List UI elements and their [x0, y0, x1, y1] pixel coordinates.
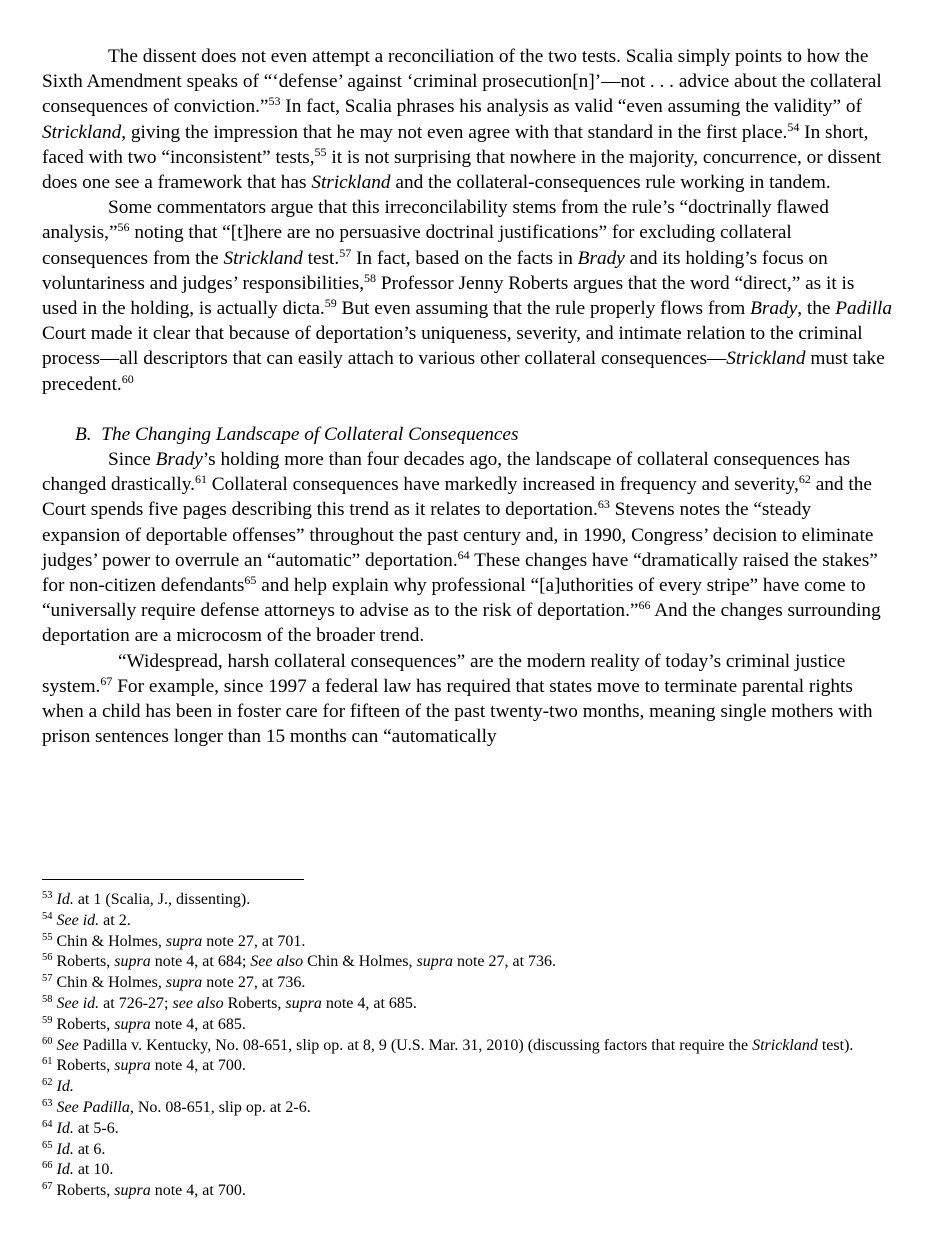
italic-text: See id. [56, 994, 100, 1012]
text-run: note 27, at 736. [202, 974, 306, 992]
text-run: Court made it clear that because of deportation’s uniqueness, severity, and intimate relation to the criminal process—all descriptors that can easily attach to various other collateral consequences— [42, 323, 863, 370]
text-run: In fact, Scalia phrases his analysis as valid “even assuming the validity” of [280, 96, 862, 118]
footnote-mark: 54 [787, 119, 800, 134]
footnote-mark: 67 [100, 673, 113, 688]
text-run: In short, faced with two “inconsistent” tests, [42, 121, 869, 168]
italic-text: supra [114, 1015, 151, 1033]
italic-text: See also [250, 953, 304, 971]
footnote-mark: 62 [798, 472, 811, 487]
text-run: Roberts, [52, 1182, 115, 1200]
italic-text: Id. [56, 1119, 74, 1137]
footnote-mark: 54 [42, 910, 53, 922]
italic-text: Id. [56, 1161, 74, 1179]
paragraph-gap [42, 397, 894, 422]
footnote-mark: 63 [597, 497, 610, 512]
section-heading [42, 422, 894, 447]
italic-text: supra [416, 953, 453, 971]
italic-text: Id. [56, 891, 74, 908]
italic-text: Strickland [311, 172, 391, 194]
text-run: note 4, at 685. [321, 994, 417, 1012]
text-run: But even assuming that the rule properly flows from [336, 298, 751, 320]
italic-text: Strickland [752, 1036, 818, 1054]
section-heading-title: The Changing Landscape of Collateral Consequences [101, 423, 519, 445]
italic-text: See Padilla [56, 1098, 130, 1116]
footnote-separator [42, 879, 304, 880]
italic-text: supra [114, 953, 151, 971]
text-run: For example, since 1997 a federal law has required that states move to terminate parental rights when a child has been in foster care for fifteen of the past twenty-two months, meaning single mothers with prison sentences longer than 15 months can “automatically [42, 675, 873, 748]
text-run: note 4, at 685. [150, 1015, 246, 1033]
text-run: at 2. [99, 911, 131, 929]
text-run: must take precedent. [42, 348, 885, 395]
text-run: it is not surprising that nowhere in the majority, concurrence, or dissent does one see a framework that has [42, 146, 882, 194]
footnote-mark: 61 [42, 1056, 53, 1068]
text-run: test. [302, 247, 340, 269]
footnote [42, 1036, 894, 1057]
text-run: Roberts, [52, 1057, 115, 1075]
footnote-mark: 53 [268, 94, 281, 109]
text-run: Stevens notes the “steady expansion of deportable offenses” throughout the past century and, in 1990, Congress’ decision to eliminate judges’ power to overrule an “automatic” deportation. [42, 499, 874, 571]
text-run: Professor Jenny Roberts argues that the word “direct,” as it is used in the holding, is actually dicta. [42, 272, 855, 320]
footnote-mark: 66 [42, 1160, 53, 1172]
text-run: Roberts, [52, 1015, 115, 1033]
italic-text: See [56, 1036, 79, 1054]
text-run: noting that “[t]here are no persuasive doctrinal justifications” for excluding collateral consequences from the [42, 222, 792, 269]
text-run: The dissent does not even attempt a reconciliation of the two tests. Scalia simply points to how the Sixth Amendment speaks of “‘defense’ against ‘criminal prosecution[n]’—not . . . advice about the collateral consequences of conviction.” [42, 46, 882, 118]
text-run: note 4, at 700. [150, 1057, 246, 1075]
text-run: ’s holding more than four decades ago, the landscape of collateral consequences has changed drastically. [42, 449, 851, 496]
text-run: at 1 (Scalia, J., dissenting). [73, 891, 251, 908]
text-run: And the changes surrounding deportation are a microcosm of the broader trend. [42, 600, 881, 647]
footnote-mark: 60 [42, 1035, 53, 1047]
footnote [42, 890, 894, 911]
italic-text: Id. [56, 1078, 74, 1096]
footnote-mark: 55 [314, 144, 327, 159]
section-heading-label: B. [75, 423, 92, 445]
text-run: note 4, at 700. [150, 1182, 246, 1200]
text-run: note 4, at 684; [150, 953, 251, 971]
footnote [42, 1181, 894, 1202]
italic-text: Brady [577, 247, 625, 269]
text-run: and the collateral-consequences rule working in tandem. [390, 172, 831, 194]
footnote-mark: 64 [42, 1118, 53, 1130]
text-run: test). [817, 1036, 854, 1054]
footnote-mark: 67 [42, 1181, 53, 1193]
footnote-mark: 60 [121, 371, 134, 386]
paragraph [42, 44, 894, 195]
text-run: note 27, at 701. [202, 932, 306, 950]
text-run: , giving the impression that he may not even agree with that standard in the first place. [121, 121, 788, 143]
text-run: These changes have “dramatically raised the stakes” for non-citizen defendants [42, 549, 878, 597]
text-run: at 5-6. [73, 1119, 119, 1137]
footnote-mark: 66 [638, 598, 651, 613]
footnote-mark: 64 [457, 547, 470, 562]
footnote-mark: 55 [42, 931, 53, 943]
footnote [42, 911, 894, 932]
footnote [42, 1160, 894, 1181]
paragraph [42, 447, 894, 649]
footnote-mark: 58 [42, 993, 53, 1005]
footnote-mark: 57 [339, 245, 352, 260]
text-run: Collateral consequences have markedly increased in frequency and severity, [206, 474, 799, 496]
text-run: at 726-27; [99, 994, 173, 1012]
footnote-mark: 65 [244, 573, 257, 588]
footnote [42, 1098, 894, 1119]
text-run: at 6. [73, 1140, 106, 1158]
italic-text: Strickland [223, 247, 303, 269]
main-text [42, 44, 894, 749]
italic-text: See id. [56, 911, 100, 929]
footnote [42, 994, 894, 1015]
paragraph [42, 649, 894, 750]
footnote-mark: 62 [42, 1077, 53, 1089]
italic-text: supra [285, 994, 322, 1012]
text-run: and help explain why professional “[a]uthorities of every stripe” have come to “universally require defense attorneys to advise as to the risk of deportation.” [42, 575, 866, 622]
italic-text: see also [172, 994, 224, 1012]
footnote [42, 1015, 894, 1036]
footnote-mark: 56 [42, 952, 53, 964]
footnote-mark: 58 [364, 270, 377, 285]
italic-text: Strickland [726, 348, 806, 370]
text-run: , No. 08-651, slip op. at 2-6. [129, 1098, 311, 1116]
text-run: and its holding’s focus on voluntariness and judges’ responsibilities, [42, 247, 828, 294]
text-run: Chin & Holmes, [52, 974, 166, 992]
italic-text: Strickland [42, 121, 122, 143]
footnote [42, 973, 894, 994]
footnote-mark: 56 [117, 220, 130, 235]
footnote-mark: 59 [324, 296, 337, 311]
italic-text: supra [165, 974, 203, 992]
text-run: Roberts, [223, 994, 286, 1012]
text-run: Chin & Holmes, [52, 932, 166, 950]
italic-text: supra [114, 1182, 151, 1200]
text-run: note 27, at 736. [452, 953, 557, 971]
italic-text: Id. [56, 1140, 74, 1158]
footnote [42, 1056, 894, 1077]
footnote-mark: 57 [42, 973, 53, 985]
italic-text: Padilla [835, 298, 893, 320]
footnote [42, 932, 894, 953]
italic-text: supra [165, 932, 203, 950]
footnote-mark: 63 [42, 1097, 53, 1109]
italic-text: Brady [750, 298, 798, 320]
italic-text: Brady [155, 449, 203, 471]
text-run: Padilla v. Kentucky, No. 08-651, slip op. at 8, 9 (U.S. Mar. 31, 2010) (discussing factors that require the [78, 1036, 753, 1054]
footnote [42, 952, 894, 973]
text-run: “Widespread, harsh collateral consequences” are the modern reality of today’s criminal justice system. [42, 650, 846, 697]
footnote [42, 1140, 894, 1161]
text-run: Chin & Holmes, [303, 953, 417, 971]
text-run: Roberts, [52, 953, 115, 971]
text-run: Some commentators argue that this irreconcilability stems from the rule’s “doctrinally flawed analysis,” [42, 197, 829, 244]
text-run: In fact, based on the facts in [351, 247, 578, 269]
text-run: and the Court spends five pages describing this trend as it relates to deportation. [42, 474, 872, 521]
text-run: , the [797, 298, 836, 320]
italic-text: supra [114, 1057, 151, 1075]
text-run: Since [108, 449, 156, 471]
footnote [42, 1077, 894, 1098]
footnotes [42, 890, 894, 1202]
footnote-mark: 61 [194, 472, 207, 487]
footnote-mark: 65 [42, 1139, 53, 1151]
footnote-mark: 53 [42, 890, 53, 901]
footnote-mark: 59 [42, 1014, 53, 1026]
text-run: at 10. [73, 1161, 114, 1179]
paragraph [42, 195, 894, 397]
footnote [42, 1119, 894, 1140]
